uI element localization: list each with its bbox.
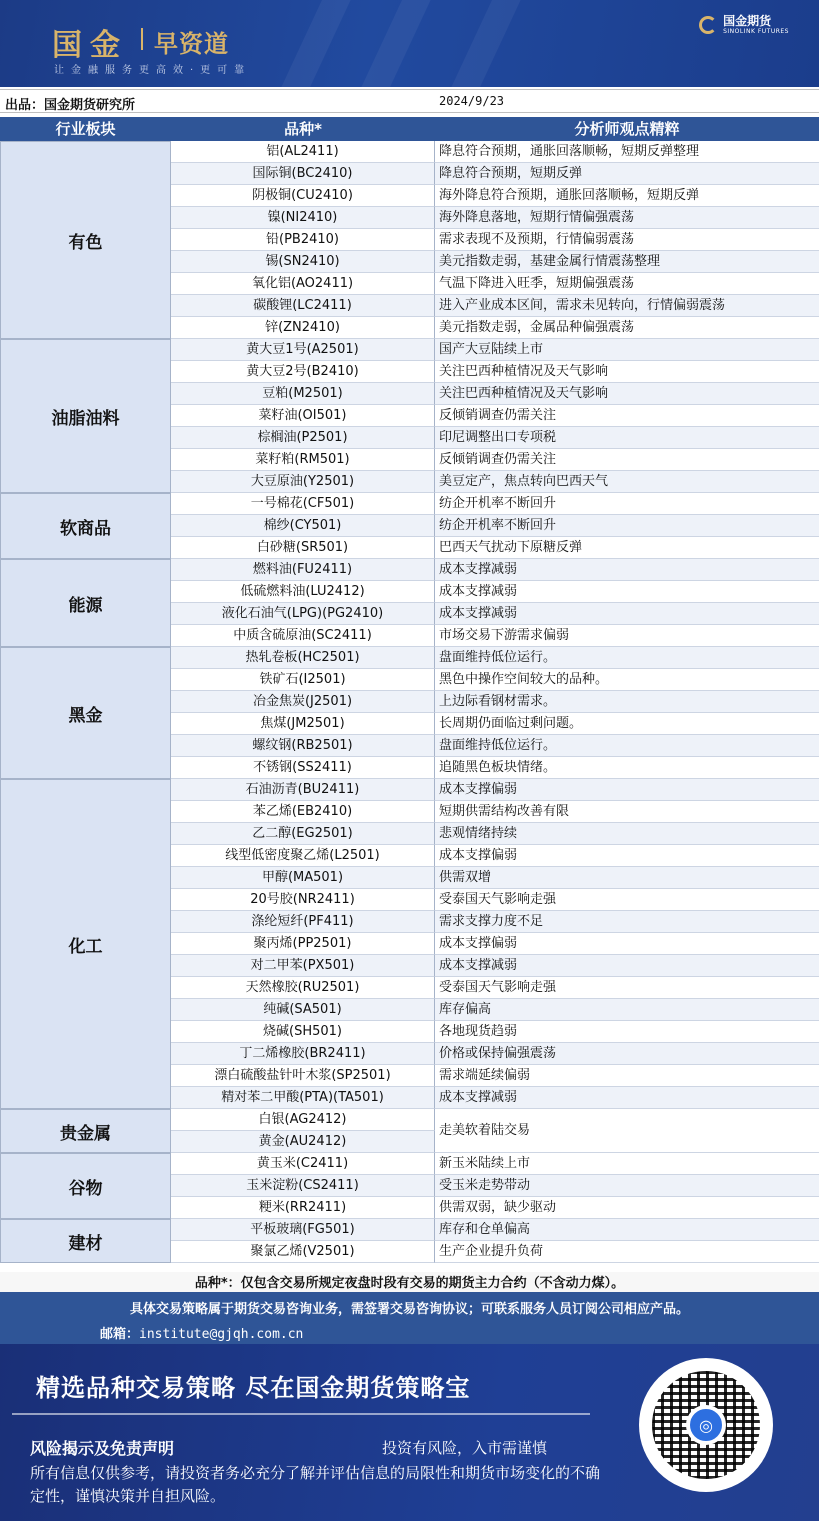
product-cell: 黄玉米(C2411)	[171, 1153, 435, 1175]
bottom-banner	[0, 1344, 819, 1521]
product-cell: 粳米(RR2411)	[171, 1197, 435, 1219]
view-cell: 成本支撑减弱	[435, 603, 819, 625]
view-cell: 成本支撑减弱	[435, 559, 819, 581]
product-cell: 聚氯乙烯(V2501)	[171, 1241, 435, 1263]
view-cell: 追随黑色板块情绪。	[435, 757, 819, 779]
footnote: 品种*：仅包含交易所规定夜盘时段有交易的期货主力合约（不含动力煤）。	[0, 1272, 819, 1292]
product-cell: 铝(AL2411)	[171, 141, 435, 163]
promo-text: 精选品种交易策略 尽在国金期货策略宝	[36, 1373, 471, 1402]
view-cell: 需求端延续偏弱	[435, 1065, 819, 1087]
view-cell: 生产企业提升负荷	[435, 1241, 819, 1263]
product-cell: 阴极铜(CU2410)	[171, 185, 435, 207]
sector-cell: 软商品	[0, 493, 171, 559]
view-cell: 上边际看钢材需求。	[435, 691, 819, 713]
view-cell: 受玉米走势带动	[435, 1175, 819, 1197]
sector-cell: 能源	[0, 559, 171, 647]
view-cell: 成本支撑减弱	[435, 1087, 819, 1109]
product-cell: 低硫燃料油(LU2412)	[171, 581, 435, 603]
view-cell: 新玉米陆续上市	[435, 1153, 819, 1175]
product-cell: 冶金焦炭(J2501)	[171, 691, 435, 713]
product-cell: 黄大豆2号(B2410)	[171, 361, 435, 383]
header-sector: 行业板块	[55, 120, 116, 138]
view-cell: 成本支撑偏弱	[435, 845, 819, 867]
view-cell: 各地现货趋弱	[435, 1021, 819, 1043]
view-cell: 价格或保持偏强震荡	[435, 1043, 819, 1065]
product-cell: 燃料油(FU2411)	[171, 559, 435, 581]
product-cell: 丁二烯橡胶(BR2411)	[171, 1043, 435, 1065]
product-cell: 玉米淀粉(CS2411)	[171, 1175, 435, 1197]
source-label: 出品：国金期货研究所	[5, 98, 136, 113]
product-cell: 锡(SN2410)	[171, 251, 435, 273]
product-cell: 镍(NI2410)	[171, 207, 435, 229]
product-name: 早资道	[154, 30, 229, 58]
view-cell: 成本支撑偏弱	[435, 779, 819, 801]
risk-disclaimer: 所有信息仅供参考，请投资者务必充分了解并评估信息的局限性和期货市场变化的不确定性，谨慎决策并自担风险。	[30, 1464, 601, 1505]
sector-cell: 谷物	[0, 1153, 171, 1219]
email-address[interactable]: institute@gjqh.com.cn	[139, 1327, 304, 1342]
product-cell: 螺纹钢(RB2501)	[171, 735, 435, 757]
product-cell: 黄金(AU2412)	[171, 1131, 435, 1153]
view-cell: 气温下降进入旺季，短期偏强震荡	[435, 273, 819, 295]
view-cell: 国产大豆陆续上市	[435, 339, 819, 361]
contact-email	[100, 1323, 303, 1342]
product-cell: 豆粕(M2501)	[171, 383, 435, 405]
view-cell: 成本支撑减弱	[435, 581, 819, 603]
header-banner	[0, 0, 819, 87]
product-cell: 黄大豆1号(A2501)	[171, 339, 435, 361]
view-cell: 美元指数走弱，金属品种偏强震荡	[435, 317, 819, 339]
product-cell: 铅(PB2410)	[171, 229, 435, 251]
sector-cell: 黑金	[0, 647, 171, 779]
view-cell: 关注巴西种植情况及天气影响	[435, 383, 819, 405]
corp-logo	[699, 14, 789, 36]
view-cell: 进入产业成本区间，需求未见转向，行情偏弱震荡	[435, 295, 819, 317]
view-cell: 成本支撑偏弱	[435, 933, 819, 955]
view-cell: 走美软着陆交易	[435, 1109, 819, 1153]
brand-logo: 国金	[52, 28, 128, 63]
view-cell: 印尼调整出口专项税	[435, 427, 819, 449]
product-cell: 热轧卷板(HC2501)	[171, 647, 435, 669]
product-cell: 苯乙烯(EB2410)	[171, 801, 435, 823]
sector-cell: 有色	[0, 141, 171, 339]
product-cell: 锌(ZN2410)	[171, 317, 435, 339]
view-cell: 受泰国天气影响走强	[435, 977, 819, 999]
product-cell: 天然橡胶(RU2501)	[171, 977, 435, 999]
view-cell: 短期供需结构改善有限	[435, 801, 819, 823]
header-product: 品种*	[284, 120, 322, 138]
view-cell: 纺企开机率不断回升	[435, 493, 819, 515]
view-cell: 库存和仓单偏高	[435, 1219, 819, 1241]
product-cell: 20号胶(NR2411)	[171, 889, 435, 911]
view-cell: 需求支撑力度不足	[435, 911, 819, 933]
product-cell: 棕榈油(P2501)	[171, 427, 435, 449]
table-header	[0, 117, 819, 141]
view-cell: 美元指数走弱，基建金属行情震荡整理	[435, 251, 819, 273]
product-cell: 碳酸锂(LC2411)	[171, 295, 435, 317]
report-date: 2024/9/23	[439, 94, 505, 108]
corp-name-en: SINOLINK FUTURES	[723, 28, 789, 35]
corp-mark-icon	[699, 16, 717, 34]
view-cell: 海外降息落地，短期行情偏强震荡	[435, 207, 819, 229]
product-cell: 对二甲苯(PX501)	[171, 955, 435, 977]
view-cell: 黑色中操作空间较大的品种。	[435, 669, 819, 691]
brand-divider	[141, 28, 143, 50]
view-cell: 纺企开机率不断回升	[435, 515, 819, 537]
view-cell: 巴西天气扰动下原糖反弹	[435, 537, 819, 559]
product-cell: 一号棉花(CF501)	[171, 493, 435, 515]
info-row	[0, 89, 819, 113]
view-cell: 悲观情绪持续	[435, 823, 819, 845]
view-cell: 反倾销调查仍需关注	[435, 449, 819, 471]
view-cell: 盘面维持低位运行。	[435, 647, 819, 669]
product-cell: 白砂糖(SR501)	[171, 537, 435, 559]
product-cell: 白银(AG2412)	[171, 1109, 435, 1131]
product-cell: 石油沥青(BU2411)	[171, 779, 435, 801]
product-cell: 不锈钢(SS2411)	[171, 757, 435, 779]
view-cell: 受泰国天气影响走强	[435, 889, 819, 911]
notice-bar	[0, 1292, 819, 1344]
corp-name: 国金期货	[723, 14, 772, 28]
view-cell: 长周期仍面临过剩问题。	[435, 713, 819, 735]
sector-cell: 建材	[0, 1219, 171, 1263]
brand-slogan: 让金融服务更高效·更可靠	[54, 65, 252, 76]
header-view: 分析师观点精粹	[574, 120, 680, 138]
view-cell: 降息符合预期，短期反弹	[435, 163, 819, 185]
product-cell: 中质含硫原油(SC2411)	[171, 625, 435, 647]
sector-cell: 贵金属	[0, 1109, 171, 1153]
view-cell: 降息符合预期，通胀回落顺畅，短期反弹整理	[435, 141, 819, 163]
product-cell: 平板玻璃(FG501)	[171, 1219, 435, 1241]
sector-cell: 化工	[0, 779, 171, 1109]
view-cell: 供需双弱，缺少驱动	[435, 1197, 819, 1219]
qr-pattern-icon	[652, 1371, 760, 1479]
product-cell: 铁矿石(I2501)	[171, 669, 435, 691]
product-cell: 棉纱(CY501)	[171, 515, 435, 537]
promo-divider	[12, 1413, 590, 1415]
view-cell: 成本支撑减弱	[435, 955, 819, 977]
product-cell: 聚丙烯(PP2501)	[171, 933, 435, 955]
product-cell: 漂白硫酸盐针叶木浆(SP2501)	[171, 1065, 435, 1087]
view-cell: 海外降息符合预期，通胀回落顺畅，短期反弹	[435, 185, 819, 207]
view-cell: 市场交易下游需求偏弱	[435, 625, 819, 647]
product-cell: 涤纶短纤(PF411)	[171, 911, 435, 933]
product-cell: 大豆原油(Y2501)	[171, 471, 435, 493]
qr-logo-icon: ◎	[686, 1405, 726, 1445]
product-cell: 精对苯二甲酸(PTA)(TA501)	[171, 1087, 435, 1109]
view-cell: 盘面维持低位运行。	[435, 735, 819, 757]
email-label: 邮箱：	[100, 1327, 140, 1342]
product-cell: 菜籽油(OI501)	[171, 405, 435, 427]
product-cell: 线型低密度聚乙烯(L2501)	[171, 845, 435, 867]
product-cell: 焦煤(JM2501)	[171, 713, 435, 735]
qr-code[interactable]	[639, 1358, 773, 1492]
product-cell: 菜籽粕(RM501)	[171, 449, 435, 471]
view-cell: 供需双增	[435, 867, 819, 889]
view-cell: 需求表现不及预期，行情偏弱震荡	[435, 229, 819, 251]
product-cell: 甲醇(MA501)	[171, 867, 435, 889]
product-cell: 烧碱(SH501)	[171, 1021, 435, 1043]
view-cell: 库存偏高	[435, 999, 819, 1021]
view-cell: 反倾销调查仍需关注	[435, 405, 819, 427]
risk-warning: 投资有风险，入市需谨慎	[382, 1439, 548, 1457]
sector-cell: 油脂油料	[0, 339, 171, 493]
product-cell: 国际铜(BC2410)	[171, 163, 435, 185]
risk-title: 风险揭示及免责声明	[30, 1439, 175, 1458]
view-cell: 美豆定产，焦点转向巴西天气	[435, 471, 819, 493]
product-cell: 液化石油气(LPG)(PG2410)	[171, 603, 435, 625]
product-cell: 乙二醇(EG2501)	[171, 823, 435, 845]
product-cell: 氧化铝(AO2411)	[171, 273, 435, 295]
product-cell: 纯碱(SA501)	[171, 999, 435, 1021]
view-cell: 关注巴西种植情况及天气影响	[435, 361, 819, 383]
notice-text: 具体交易策略属于期货交易咨询业务，需签署交易咨询协议；可联系服务人员订阅公司相应产品。	[129, 1302, 689, 1317]
